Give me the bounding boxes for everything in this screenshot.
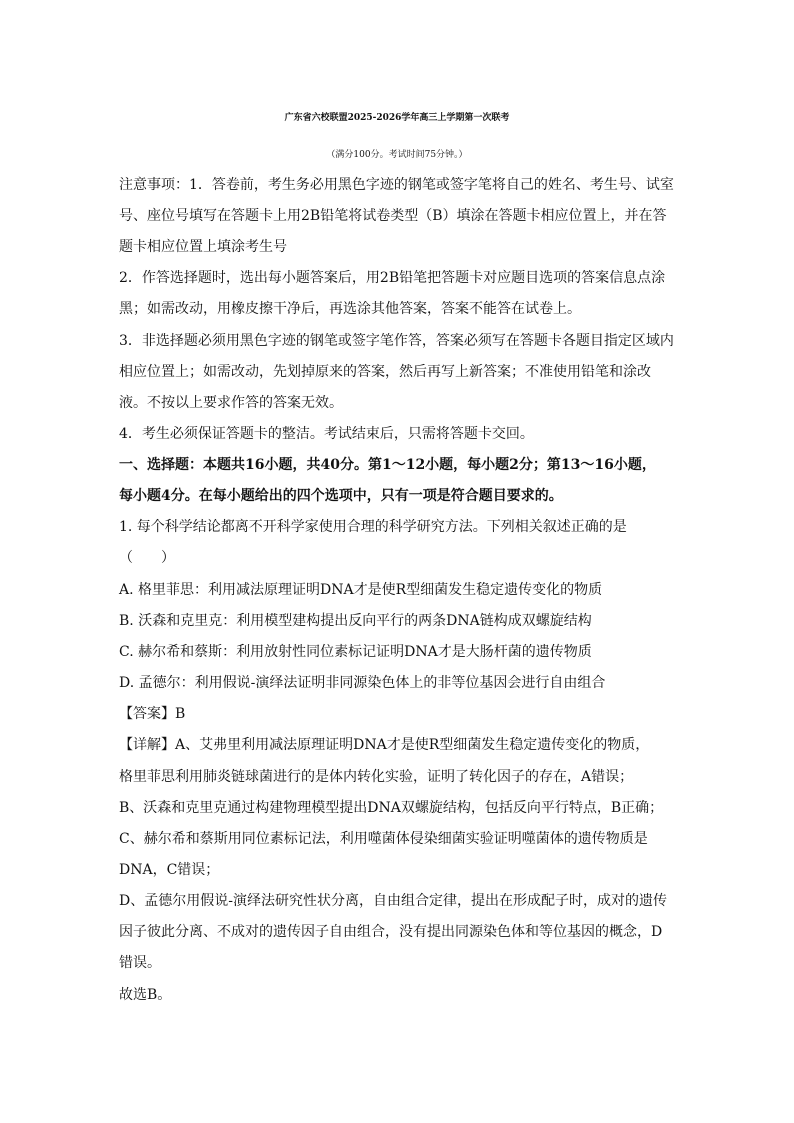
- option-c: C. 赫尔希和蔡斯：利用放射性同位素标记证明DNA才是大肠杆菌的遗传物质: [119, 644, 592, 660]
- answer-label: 【答案】B: [119, 706, 186, 722]
- explanation-line: 故选B。: [119, 987, 172, 1003]
- explanation-line: C、赫尔希和蔡斯用同位素标记法，利用噬菌体侵染细菌实验证明噬菌体的遗传物质是: [119, 831, 648, 847]
- explanation-line: DNA，C错误；: [119, 862, 220, 878]
- explanation-line: 错误。: [119, 955, 161, 971]
- explanation-line: 【详解】A、艾弗里利用减法原理证明DNA才是使R型细菌发生稳定遗传变化的物质，: [119, 737, 650, 753]
- notes-line: 号、座位号填写在答题卡上用2B铅笔将试卷类型（B）填涂在答题卡相应位置上，并在答: [119, 208, 667, 224]
- notes-line: 注意事项：1．答卷前，考生务必用黑色字迹的钢笔或签字笔将自己的姓名、考生号、试室: [119, 177, 674, 193]
- notes-line: 题卡相应位置上填涂考生号: [119, 239, 287, 255]
- explanation-line: 因子彼此分离、不成对的遗传因子自由组合，没有提出同源染色体和等位基因的概念，D: [119, 924, 663, 940]
- question-stem: （ ）: [119, 550, 175, 566]
- option-a: A. 格里菲思：利用减法原理证明DNA才是使R型细菌发生稳定遗传变化的物质: [119, 582, 603, 598]
- option-b: B. 沃森和克里克：利用模型建构提出反向平行的两条DNA链构成双螺旋结构: [119, 613, 592, 629]
- explanation-line: 格里菲思利用肺炎链球菌进行的是体内转化实验，证明了转化因子的存在，A错误；: [119, 769, 634, 785]
- explanation-line: B、沃森和克里克通过构建物理模型提出DNA双螺旋结构，包括反向平行特点，B正确；: [119, 800, 664, 816]
- notes-line: 2．作答选择题时，选出每小题答案后，用2B铅笔把答题卡对应题目选项的答案信息点涂: [119, 270, 666, 286]
- notes-line: 4．考生必须保证答题卡的整洁。考试结束后，只需将答题卡交回。: [119, 426, 534, 442]
- explanation-line: D、孟德尔用假说-演绎法研究性状分离，自由组合定律，提出在形成配子时，成对的遗传: [119, 893, 667, 909]
- notes-line: 黑；如需改动，用橡皮擦干净后，再选涂其他答案，答案不能答在试卷上。: [119, 301, 581, 317]
- section-heading: 一、选择题：本题共16小题，共40分。第1～12小题，每小题2分；第13～16小题，: [119, 457, 656, 473]
- notes-line: 液。不按以上要求作答的答案无效。: [119, 395, 343, 411]
- exam-subtitle: （满分100分。考试时间75分钟。）: [326, 150, 468, 160]
- page-title: 广东省六校联盟2025-2026学年高三上学期第一次联考: [284, 113, 510, 123]
- notes-line: 3．非选择题必须用黑色字迹的钢笔或签字笔作答，答案必须写在答题卡各题目指定区域内: [119, 333, 674, 349]
- notes-line: 相应位置上；如需改动，先划掉原来的答案，然后再写上新答案；不准使用铅笔和涂改: [119, 364, 651, 380]
- question-stem: 1. 每个科学结论都离不开科学家使用合理的科学研究方法。下列相关叙述正确的是: [119, 519, 627, 535]
- option-d: D. 孟德尔：利用假说-演绎法证明非同源染色体上的非等位基因会进行自由组合: [119, 675, 606, 691]
- section-heading: 每小题4分。在每小题给出的四个选项中，只有一项是符合题目要求的。: [119, 488, 563, 504]
